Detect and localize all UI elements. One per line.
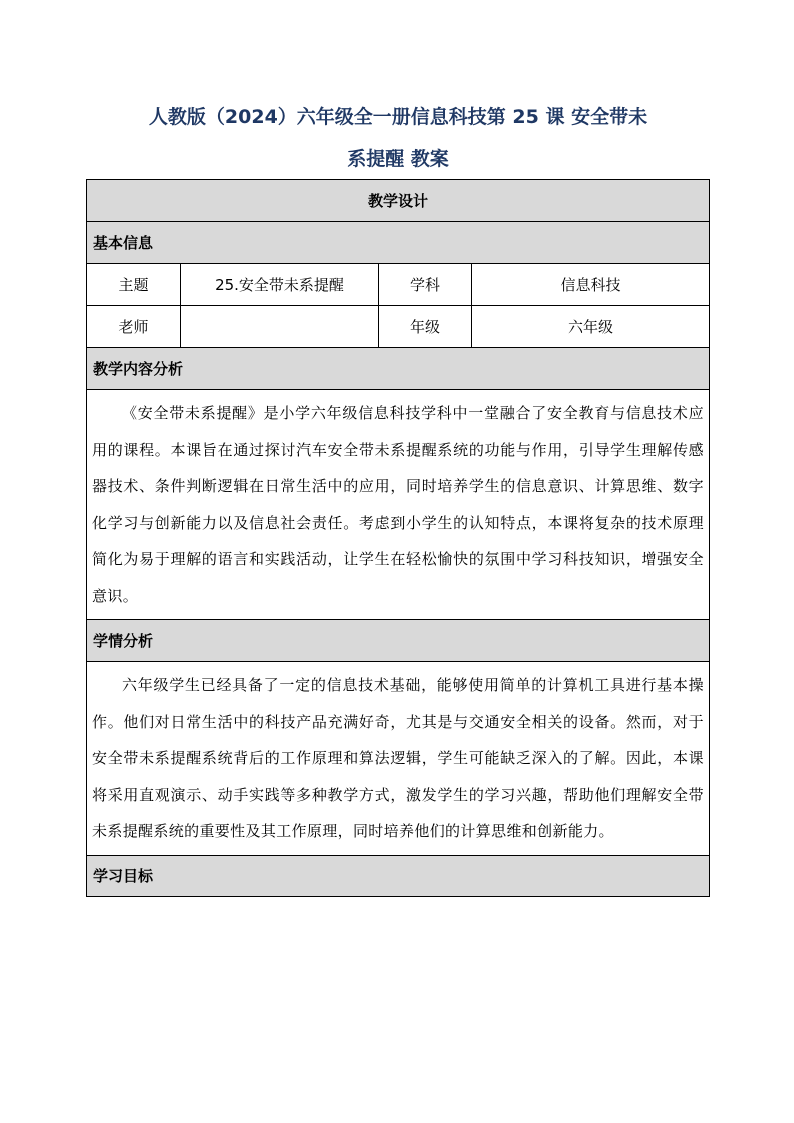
table-header-row — [87, 180, 710, 222]
student-analysis-heading: 学情分析 — [87, 620, 710, 662]
topic-value: 25.安全带未系提醒 — [181, 264, 379, 306]
subject-label: 学科 — [379, 264, 472, 306]
student-analysis-text: 六年级学生已经具备了一定的信息技术基础，能够使用简单的计算机工具进行基本操作。他们对日常生活中的科技产品充满好奇，尤其是与交通安全相关的设备。然而，对于安全带未系提醒系统背后的工作原理和算法逻辑，学生可能缺乏深入的了解。因此，本课将采用直观演示、动手实践等多种教学方式，激发学生的学习兴趣，帮助他们理解安全带未系提醒系统的重要性及其工作原理，同时培养他们的计算思维和创新能力。 — [87, 662, 710, 856]
content-analysis-text: 《安全带未系提醒》是小学六年级信息科技学科中一堂融合了安全教育与信息技术应用的课程。本课旨在通过探讨汽车安全带未系提醒系统的功能与作用，引导学生理解传感器技术、条件判断逻辑在日常生活中的应用，同时培养学生的信息意识、计算思维、数字化学习与创新能力以及信息社会责任。考虑到小学生的认知特点，本课将复杂的技术原理简化为易于理解的语言和实践活动，让学生在轻松愉快的氛围中学习科技知识，增强安全意识。 — [87, 390, 710, 620]
content-analysis-body-row — [87, 390, 710, 620]
title-line-2: 系提醒 教案 — [347, 148, 449, 170]
teaching-design-header: 教学设计 — [87, 180, 710, 222]
content-analysis-heading: 教学内容分析 — [87, 348, 710, 390]
basic-info-heading: 基本信息 — [87, 222, 710, 264]
table-row — [87, 306, 710, 348]
document-title — [88, 96, 708, 180]
grade-value: 六年级 — [472, 306, 710, 348]
student-analysis-heading-row — [87, 620, 710, 662]
lesson-plan-table — [86, 179, 710, 897]
grade-label: 年级 — [379, 306, 472, 348]
teacher-value — [181, 306, 379, 348]
subject-value: 信息科技 — [472, 264, 710, 306]
learning-objectives-heading: 学习目标 — [87, 855, 710, 896]
table-row — [87, 264, 710, 306]
basic-info-row — [87, 222, 710, 264]
content-analysis-heading-row — [87, 348, 710, 390]
teacher-label: 老师 — [87, 306, 181, 348]
student-analysis-body-row — [87, 662, 710, 856]
title-line-1: 人教版（2024）六年级全一册信息科技第 25 课 安全带未 — [148, 106, 648, 128]
objectives-heading-row — [87, 855, 710, 896]
topic-label: 主题 — [87, 264, 181, 306]
